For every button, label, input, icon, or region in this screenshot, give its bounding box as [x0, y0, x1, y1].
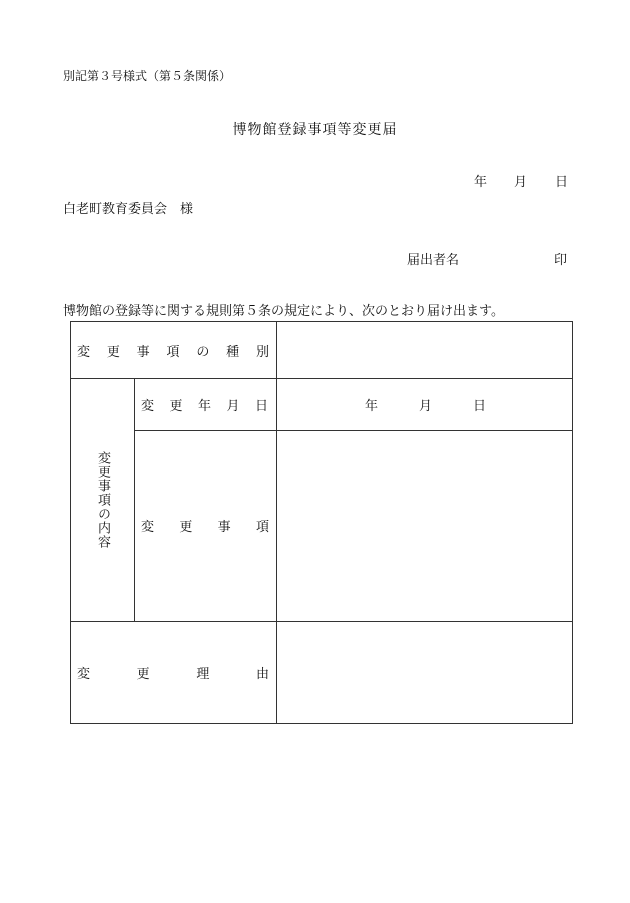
date-day-label: 日 [555, 175, 569, 190]
change-reason-field[interactable] [277, 621, 573, 724]
document-title: 博物館登録事項等変更届 [232, 122, 398, 138]
change-date-year: 年 [365, 398, 379, 414]
change-reason-label: 変 更 理 由 [77, 667, 269, 682]
change-content-label: 変更事項の内容 [95, 450, 110, 549]
form-number: 別記第３号様式（第５条関係） [63, 69, 232, 83]
change-item-label: 変 更 事 項 [141, 520, 269, 535]
addressee: 白老町教育委員会 様 [63, 202, 194, 217]
change-date-month: 月 [419, 398, 433, 414]
change-date-field[interactable] [277, 378, 573, 430]
change-date-label: 変 更 年 月 日 [141, 398, 268, 414]
change-type-field[interactable] [277, 322, 573, 378]
change-type-label: 変 更 事 項 の 種 別 [77, 344, 269, 360]
intro-statement: 博物館の登録等に関する規則第５条の規定により、次のとおり届け出ます。 [63, 304, 504, 319]
applicant-name-label: 届出者名 [407, 253, 460, 268]
date-year-label: 年 [474, 175, 488, 190]
table-divider [134, 378, 135, 621]
change-date-day: 日 [473, 398, 487, 414]
date-month-label: 月 [514, 175, 528, 190]
seal-label: 印 [554, 253, 568, 268]
change-notification-table [70, 321, 573, 724]
change-item-field[interactable] [277, 430, 573, 621]
